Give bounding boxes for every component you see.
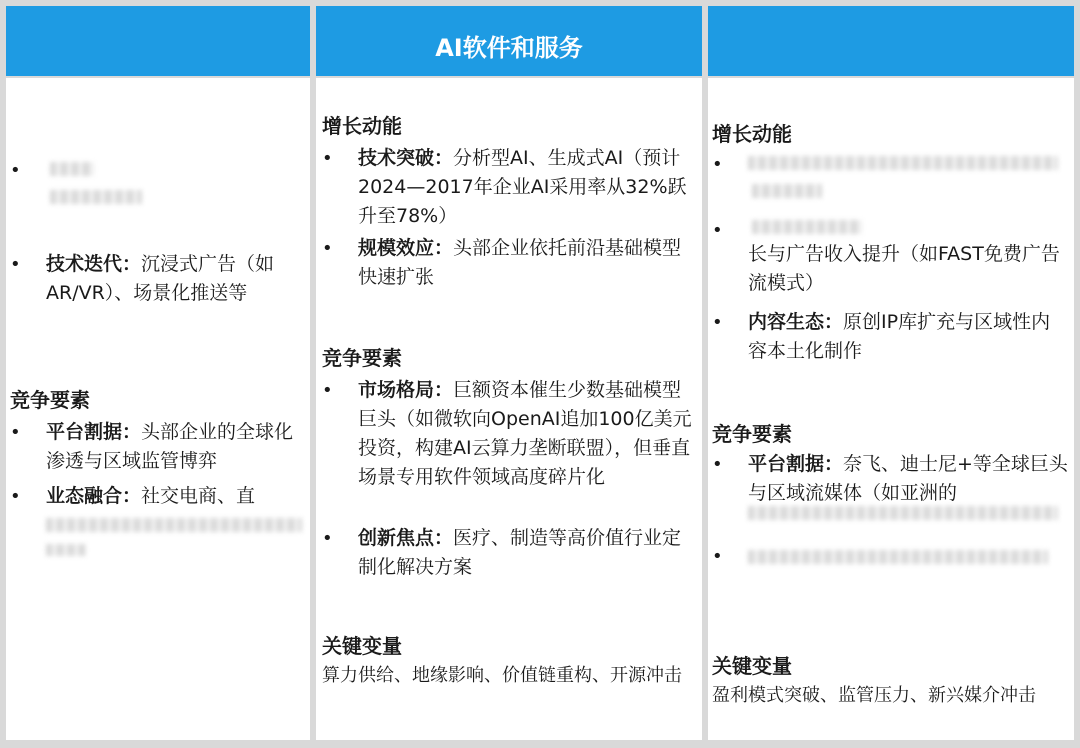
item-term: 创新焦点： [358, 527, 454, 549]
blurred-text [50, 190, 142, 204]
list-item [712, 450, 1070, 510]
bullet: • [322, 380, 333, 401]
section-title: 关键变量 [712, 654, 792, 678]
item-text: 原创IP库扩充与区域性内容本土化制作 [748, 311, 1051, 362]
blurred-text [50, 162, 94, 176]
column-1 [6, 78, 310, 740]
list-item [322, 376, 698, 526]
section-title: 竞争要素 [712, 422, 792, 446]
list-item [10, 418, 306, 478]
header-col1 [6, 6, 310, 76]
column-2 [316, 78, 702, 740]
item-text: 社交电商、直 [141, 485, 256, 507]
section-title: 竞争要素 [322, 346, 402, 370]
item-term: 技术迭代： [46, 253, 142, 275]
bullet: • [712, 312, 723, 333]
item-text: 头部企业的全球化渗透与区域监管博弈 [46, 421, 294, 472]
list-item [712, 150, 1070, 210]
item-term: 业态融合： [46, 485, 142, 507]
item-text: 长与广告收入提升（如FAST免费广告流模式） [748, 243, 1060, 294]
bullet: • [712, 454, 723, 475]
blurred-text [752, 184, 822, 198]
section-title: 增长动能 [712, 122, 792, 146]
item-term: 技术突破： [358, 147, 454, 169]
item-text: 医疗、制造等高价值行业定制化解决方案 [358, 527, 682, 578]
bullet: • [712, 154, 723, 175]
section-title: 增长动能 [322, 114, 402, 138]
item-text: 沉浸式广告（如AR/VR）、场景化推送等 [46, 253, 275, 304]
blurred-text [748, 156, 1058, 170]
bullet: • [322, 148, 333, 169]
item-text: 奈飞、迪士尼+等全球巨头与区域流媒体（如亚洲的 [748, 453, 1068, 504]
list-item [322, 144, 698, 234]
item-text: 分析型AI、生成式AI（预计2024—2017年企业AI采用率从32%跃升至78%） [358, 147, 687, 227]
bullet: • [712, 546, 723, 567]
list-item [712, 216, 1070, 306]
list-item [712, 308, 1070, 368]
list-item [322, 234, 698, 294]
item-term: 规模效应： [358, 237, 454, 259]
list-item [10, 156, 306, 216]
bullet: • [712, 220, 723, 241]
bullet: • [10, 160, 21, 181]
bullet: • [10, 254, 21, 275]
bullet: • [10, 422, 21, 443]
item-term: 平台割据： [46, 421, 142, 443]
item-term: 市场格局： [358, 379, 454, 401]
bullet: • [322, 528, 333, 549]
header-col2-label: AI软件和服务 [435, 34, 583, 62]
item-term: 内容生态： [748, 311, 844, 333]
blurred-text [46, 518, 302, 532]
list-item [322, 524, 698, 584]
blurred-text [748, 506, 1058, 520]
bullet: • [322, 238, 333, 259]
column-3 [708, 78, 1074, 740]
section-title: 竞争要素 [10, 388, 90, 412]
item-text: 头部企业依托前沿基础模型快速扩张 [358, 237, 682, 288]
bullet: • [10, 486, 21, 507]
item-text: 巨额资本催生少数基础模型巨头（如微软向OpenAI追加100亿美元投资，构建AI云算力垄断联盟），但垂直场景专用软件领域高度碎片化 [358, 379, 692, 488]
blurred-text [752, 220, 862, 234]
item-term: 平台割据： [748, 453, 844, 475]
section-title: 关键变量 [322, 634, 402, 658]
list-item [10, 250, 306, 340]
variables-text: 算力供给、地缘影响、价值链重构、开源冲击 [322, 665, 682, 686]
list-item [10, 482, 306, 572]
variables-text: 盈利模式突破、监管压力、新兴媒介冲击 [712, 685, 1036, 706]
blurred-text [748, 550, 1048, 564]
header-col3 [708, 6, 1074, 76]
blurred-text [46, 544, 86, 556]
header-col2 [316, 6, 702, 76]
list-item [712, 542, 1070, 582]
